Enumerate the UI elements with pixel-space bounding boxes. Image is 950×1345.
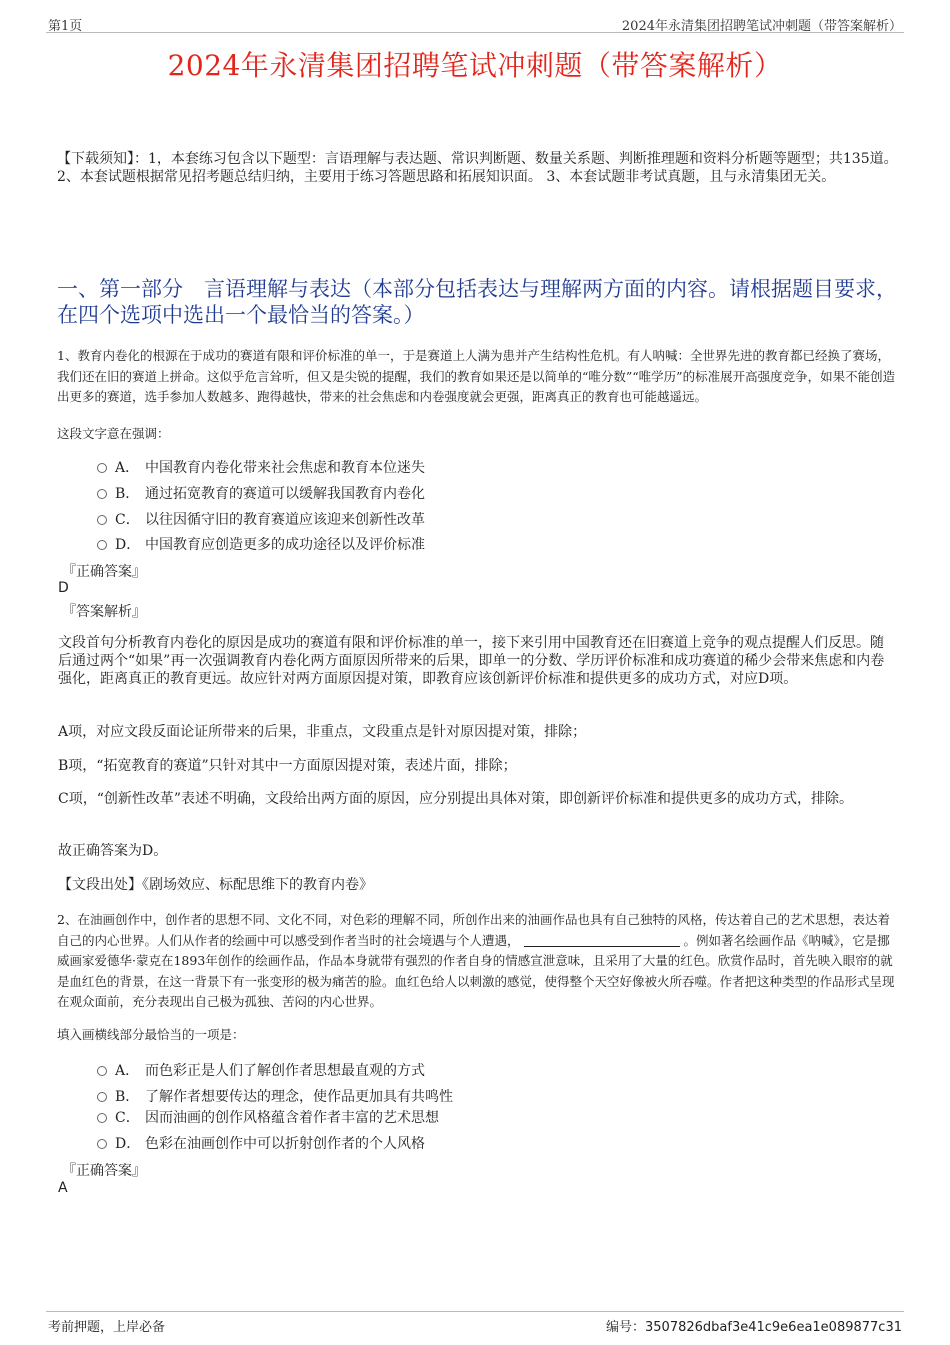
- page-header: [46, 12, 904, 33]
- header-doc-title: 2024年永清集团招聘笔试冲刺题（带答案解析）: [621, 19, 902, 34]
- q1-answer-label: 『正确答案』: [62, 564, 146, 580]
- radio-icon[interactable]: [97, 1113, 107, 1123]
- q1-analysis-label: 『答案解析』: [62, 604, 146, 620]
- footer-slogan: 考前押题，上岸必备: [48, 1320, 166, 1335]
- q1-option-a[interactable]: A． 中国教育内卷化带来社会焦虑和教育本位迷失: [97, 457, 425, 477]
- radio-icon[interactable]: [97, 1066, 107, 1076]
- q1-stem: 1、教育内卷化的根源在于成功的赛道有限和评价标准的单一，于是赛道上人满为患并产生结构性危机。有人呐喊：全世界先进的教育都已经换了赛场，我们还在旧的赛道上拼命。这似乎危言耸听，但又是尖锐的提醒，我们的教育如果还是以简单的“唯分数”“唯学历”的标准展开高强度竞争，如果不能创造出更多的赛道，选手参加人数越多、跑得越快，带来的社会焦虑和内卷强度就会更强，距离真正的教育也可能越遥远。: [57, 348, 896, 404]
- radio-icon[interactable]: [97, 463, 107, 473]
- q1-option-d[interactable]: D． 中国教育应创造更多的成功途径以及评价标准: [97, 534, 425, 554]
- q2-option-a[interactable]: A． 而色彩正是人们了解创作者思想最直观的方式: [97, 1060, 425, 1080]
- q2-option-b[interactable]: B． 了解作者想要传达的理念，使作品更加具有共鸣性: [97, 1086, 453, 1106]
- q1-answer: D: [58, 580, 69, 596]
- q2-option-d[interactable]: D． 色彩在油画创作中可以折射创作者的个人风格: [97, 1133, 425, 1153]
- q1-prompt: 这段文字意在强调：: [57, 426, 170, 441]
- radio-icon[interactable]: [97, 540, 107, 550]
- document-title: 2024年永清集团招聘笔试冲刺题（带答案解析）: [167, 49, 783, 82]
- section-heading: 一、第一部分 言语理解与表达（本部分包括表达与理解两方面的内容。请根据题目要求，在四个选项中选出一个最恰当的答案。）: [57, 277, 897, 327]
- q1-analysis-paragraph: 文段首句分析教育内卷化的原因是成功的赛道有限和评价标准的单一，接下来引用中国教育还在旧赛道上竞争的观点提醒人们反思。随后通过两个“如果”再一次强调教育内卷化两方面原因所带来的后果，即单一的分数、学历评价标准和成功赛道的稀少会带来焦虑和内卷强化，距离真正的教育更远。故应针对两方面原因提对策，即教育应该创新评价标准和提供更多的成功方式，对应D项。: [58, 635, 885, 687]
- q2-stem: 2、在油画创作中，创作者的思想不同、文化不同，对色彩的理解不同，所创作出来的油画作品也具有自己独特的风格，传达着自己的艺术思想，表达着自己的内心世界。人们从作者的绘画中可以感受到作者当时的社会境遇与个人遭遇， 。例如著名绘画作品《呐喊》，它是挪威画家爱德华·蒙克在1893年创作的绘画作品，作品本身就带有强烈的作者自身的情感宣泄意味，且采用了大量的红色。欣赏作品时，首先映入眼帘的就是血红色的背景，在这一背景下有一张变形的极为痛苦的脸。血红色给人以刺激的感觉，使得整个天空好像被火所吞噬。作者把这种类型的作品形式呈现在观众面前，充分表现出自己极为孤独、苦闷的内心世界。: [57, 912, 895, 1009]
- q2-option-c[interactable]: C． 因而油画的创作风格蕴含着作者丰富的艺术思想: [97, 1107, 439, 1127]
- q2-answer-label: 『正确答案』: [62, 1163, 146, 1179]
- q1-analysis-conclusion: 故正确答案为D。: [58, 843, 168, 859]
- q2-answer: A: [58, 1180, 68, 1196]
- q2-prompt: 填入画横线部分最恰当的一项是：: [57, 1027, 245, 1042]
- q1-option-b[interactable]: B． 通过拓宽教育的赛道可以缓解我国教育内卷化: [97, 483, 425, 503]
- q1-source: 【文段出处】《剧场效应、标配思维下的教育内卷》: [58, 877, 373, 893]
- radio-icon[interactable]: [97, 1092, 107, 1102]
- download-notice: 【下载须知】：1，本套练习包含以下题型：言语理解与表达题、常识判断题、数量关系题、判断推理题和资料分析题等题型；共135道。 2、本套试题根据常见招考题总结归纳，主要用于练习答题思路和拓展知识面。 3、本套试题非考试真题，且与永清集团无关。: [57, 151, 898, 185]
- radio-icon[interactable]: [97, 1139, 107, 1149]
- fill-blank-line: [524, 946, 680, 947]
- q1-option-c[interactable]: C． 以往因循守旧的教育赛道应该迎来创新性改革: [97, 509, 425, 529]
- page-number: 第1页: [48, 19, 83, 34]
- q1-analysis-option-a: A项，对应文段反面论证所带来的后果，非重点，文段重点是针对原因提对策，排除；: [58, 724, 587, 740]
- q1-analysis-option-b: B项，“拓宽教育的赛道”只针对其中一方面原因提对策，表述片面，排除；: [58, 758, 517, 774]
- radio-icon[interactable]: [97, 489, 107, 499]
- q1-analysis-option-c: C项，“创新性改革”表述不明确，文段给出两方面的原因，应分别提出具体对策，即创新评价标准和提供更多的成功方式，排除。: [58, 791, 854, 807]
- page-footer: [46, 1311, 904, 1340]
- footer-doc-id: 编号：3507826dbaf3e41c9e6ea1e089877c31: [605, 1320, 902, 1335]
- radio-icon[interactable]: [97, 515, 107, 525]
